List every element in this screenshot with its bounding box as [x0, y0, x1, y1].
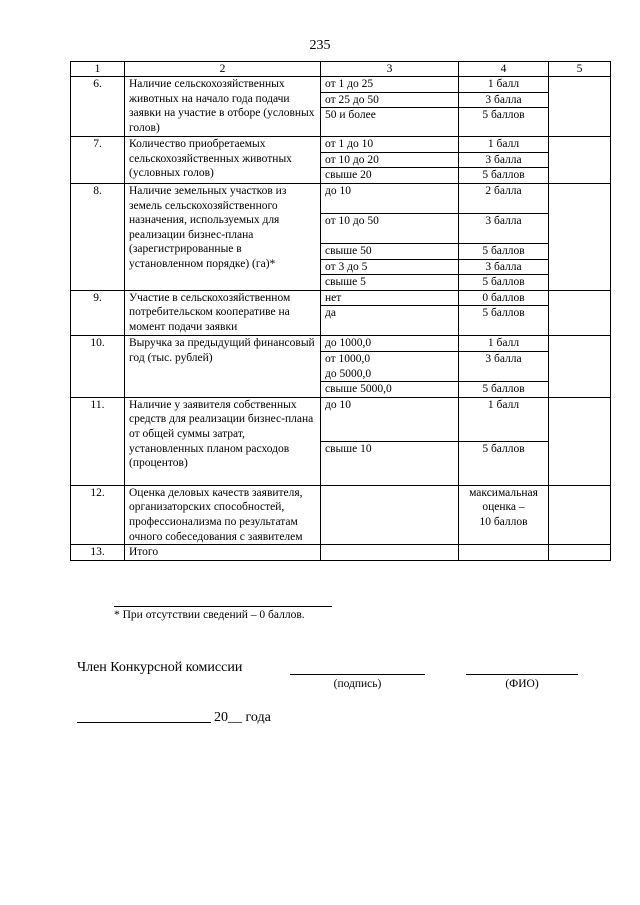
condition-cell: свыше 50 — [321, 243, 459, 259]
row-number: 10. — [71, 336, 125, 397]
fio-line — [466, 674, 578, 675]
condition-cell: от 10 до 50 — [321, 213, 459, 243]
table-header-row — [71, 62, 611, 77]
points-cell: 3 балла — [459, 259, 549, 275]
header-col-2: 2 — [125, 62, 321, 77]
points-cell: 5 баллов — [459, 108, 549, 137]
condition-cell: свыше 20 — [321, 168, 459, 184]
table-row — [71, 290, 611, 306]
criterion-text: Участие в сельскохозяйственном потребительском кооперативе на момент подачи заявки — [125, 290, 321, 336]
footnote: * При отсутствии сведений – 0 баллов. — [114, 609, 305, 621]
score-cell — [549, 183, 611, 290]
points-cell: 5 баллов — [459, 168, 549, 184]
points-line: максимальная — [469, 486, 538, 499]
points-cell: 5 баллов — [459, 441, 549, 485]
condition-cell — [321, 485, 459, 544]
date-blank-line — [77, 722, 211, 723]
score-cell — [549, 137, 611, 184]
points-cell: 5 баллов — [459, 275, 549, 291]
criterion-text: Выручка за предыдущий финансовый год (тыс. рублей) — [125, 336, 321, 397]
page-number: 235 — [309, 38, 331, 53]
row-number: 9. — [71, 290, 125, 336]
score-cell — [549, 545, 611, 561]
condition-cell: до 10 — [321, 183, 459, 213]
member-label: Член Конкурсной комиссии — [77, 660, 243, 675]
condition-cell — [321, 351, 459, 381]
condition-cell: 50 и более — [321, 108, 459, 137]
condition-cell: до 10 — [321, 397, 459, 441]
condition-line: до 5000,0 — [325, 367, 372, 380]
header-col-3: 3 — [321, 62, 459, 77]
row-number: 6. — [71, 77, 125, 137]
condition-cell: от 1 до 25 — [321, 77, 459, 93]
condition-cell: до 1000,0 — [321, 336, 459, 352]
row-number: 11. — [71, 397, 125, 485]
date-year-text: 20__ года — [214, 710, 271, 725]
points-cell: 3 балла — [459, 213, 549, 243]
header-col-5: 5 — [549, 62, 611, 77]
condition-line: от 1000,0 — [325, 352, 371, 365]
signature-line — [290, 674, 425, 675]
score-cell — [549, 77, 611, 137]
points-cell: 5 баллов — [459, 243, 549, 259]
criterion-text: Оценка деловых качеств заявителя, организаторских способностей, профессионализма по результатам очного собеседования с заявителем — [125, 485, 321, 544]
table-row — [71, 183, 611, 213]
condition-cell: от 25 до 50 — [321, 92, 459, 108]
condition-cell: от 3 до 5 — [321, 259, 459, 275]
signature-caption: (подпись) — [333, 678, 382, 690]
condition-cell: от 10 до 20 — [321, 152, 459, 168]
table-row — [71, 545, 611, 561]
points-cell — [459, 545, 549, 561]
points-cell: 3 балла — [459, 92, 549, 108]
points-cell: 1 балл — [459, 336, 549, 352]
row-number: 8. — [71, 183, 125, 290]
criterion-text: Наличие земельных участков из земель сельскохозяйственного назначения, используемых для реализации бизнес-плана (зарегистрированные в установленном порядке) (га)* — [125, 183, 321, 290]
criterion-text: Итого — [125, 545, 321, 561]
header-col-4: 4 — [459, 62, 549, 77]
condition-cell: да — [321, 306, 459, 336]
points-cell: 5 баллов — [459, 306, 549, 336]
table-row — [71, 397, 611, 441]
points-cell: 2 балла — [459, 183, 549, 213]
score-cell — [549, 290, 611, 336]
points-cell: 1 балл — [459, 397, 549, 441]
points-line: 10 баллов — [479, 515, 528, 528]
table-row — [71, 336, 611, 352]
condition-cell: свыше 10 — [321, 441, 459, 485]
points-line: оценка – — [482, 501, 525, 514]
scoring-table — [70, 61, 611, 561]
score-cell — [549, 485, 611, 544]
criterion-text: Количество приобретаемых сельскохозяйственных животных (условных голов) — [125, 137, 321, 184]
points-cell: 1 балл — [459, 77, 549, 93]
header-col-1: 1 — [71, 62, 125, 77]
points-cell: 3 балла — [459, 152, 549, 168]
criterion-text: Наличие сельскохозяйственных животных на начало года подачи заявки на участие в отборе (условных голов) — [125, 77, 321, 137]
condition-cell: свыше 5000,0 — [321, 382, 459, 398]
condition-cell: свыше 5 — [321, 275, 459, 291]
row-number: 13. — [71, 545, 125, 561]
points-cell: 5 баллов — [459, 382, 549, 398]
criterion-text: Наличие у заявителя собственных средств для реализации бизнес-плана от общей суммы затрат, установленных планом расходов (процентов) — [125, 397, 321, 485]
score-cell — [549, 397, 611, 485]
row-number: 7. — [71, 137, 125, 184]
points-cell: 1 балл — [459, 137, 549, 153]
row-number: 12. — [71, 485, 125, 544]
points-cell: 0 баллов — [459, 290, 549, 306]
condition-cell: нет — [321, 290, 459, 306]
condition-cell — [321, 545, 459, 561]
table-row — [71, 77, 611, 93]
table-row — [71, 485, 611, 544]
footnote-separator — [114, 606, 332, 607]
score-cell — [549, 336, 611, 397]
points-cell — [459, 485, 549, 544]
table-row — [71, 137, 611, 153]
fio-caption: (ФИО) — [505, 678, 539, 690]
points-cell: 3 балла — [459, 351, 549, 381]
condition-cell: от 1 до 10 — [321, 137, 459, 153]
